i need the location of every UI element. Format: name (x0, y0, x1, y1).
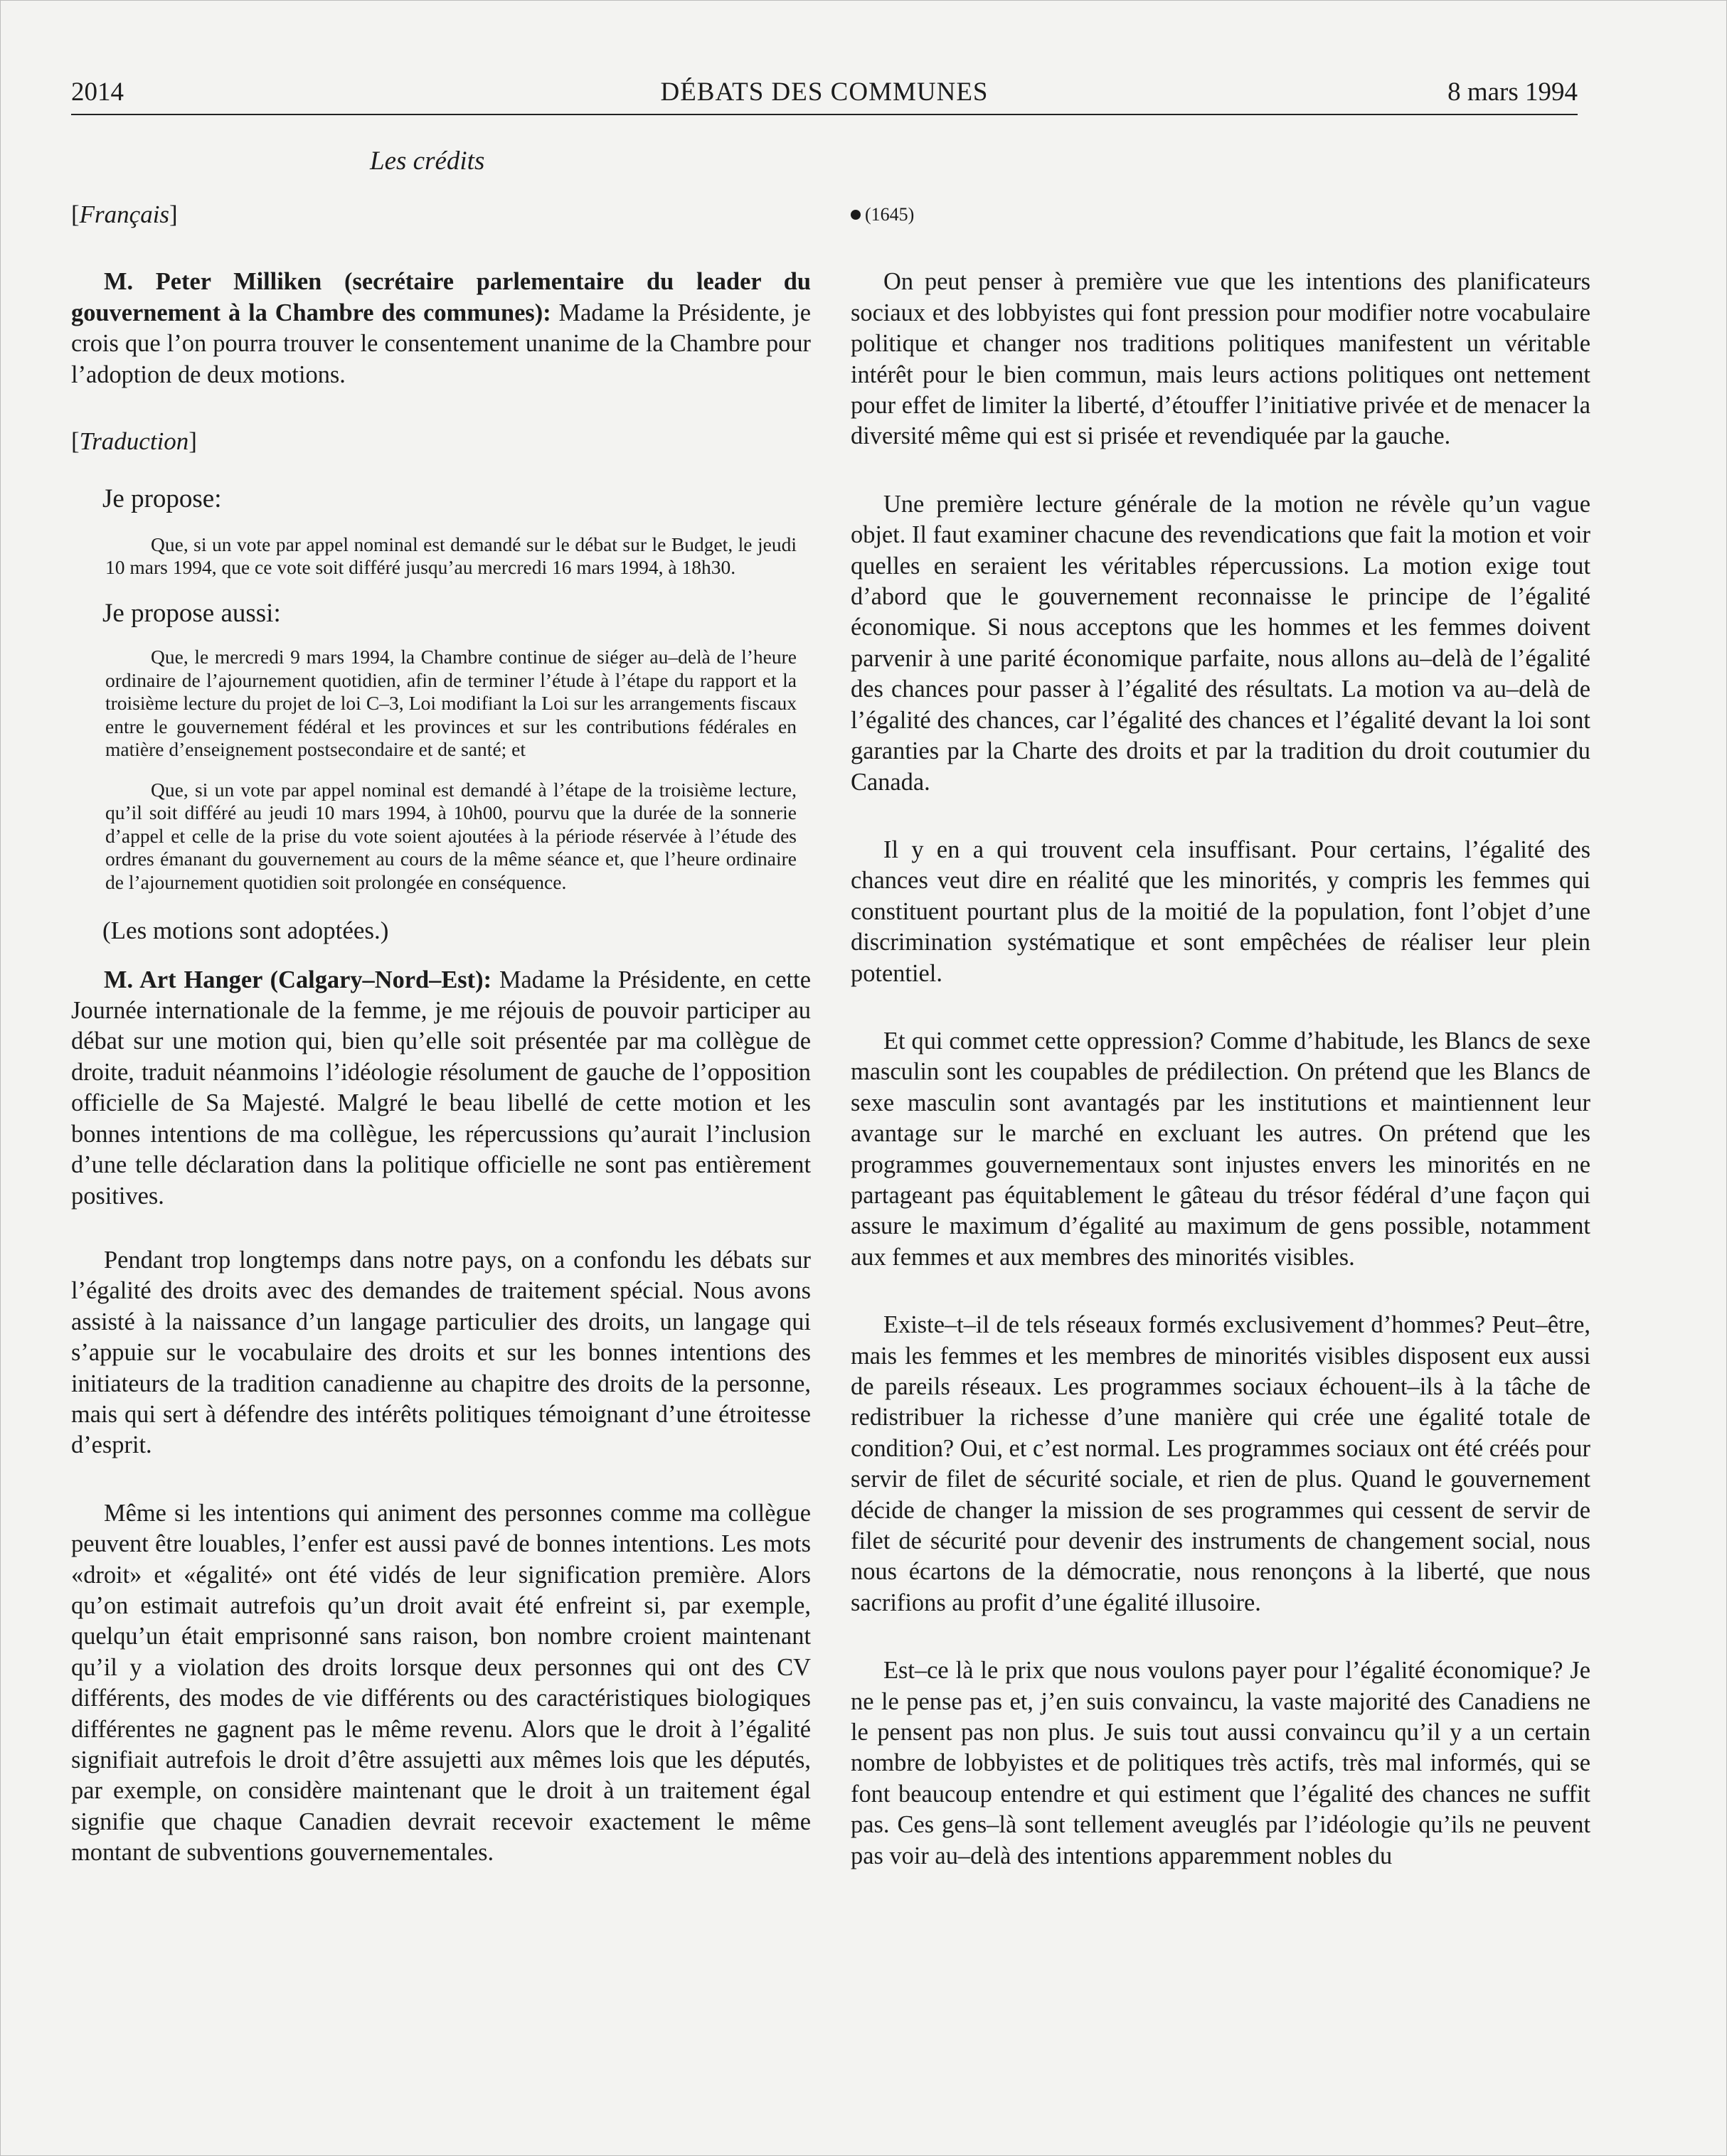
left-paragraph-1: Pendant trop longtemps dans notre pays, on a confondu les débats sur l’égalité des droits avec des demandes de traitement spécial. Nous avons assisté à la naissance d’un langage particulier des droits, un langage qui s’appuie sur le vocabulaire des droits et sur les bonnes intentions des initiateurs de la tradition canadienne au chapitre des droits de la personne, mais qui sert à défendre des intérêts politiques témoignant d’une étroitesse d’esprit. (71, 1246, 811, 1459)
right-paragraph-1: On peut penser à première vue que les intentions des planificateurs sociaux et des lobbyistes qui font pression pour modifier notre vocabulaire politique et changer nos traditions politiques manifestent un véritable intérêt pour le bien commun, mais leurs actions politiques ont nettement pour effet de limiter la liberté, d’étouffer l’initiative privée et de menacer la diversité même qui est si prisée et revendiquée par la gauche. (851, 268, 1590, 450)
publication-title: DÉBATS DES COMMUNES (660, 78, 989, 107)
motions-adopted: (Les motions sont adoptées.) (102, 917, 389, 945)
time-marker: (1645) (851, 199, 1590, 230)
page-header (71, 71, 1578, 115)
propose-2: Je propose aussi: (102, 598, 281, 628)
speaker-milliken: M. Peter Milliken (secrétaire parlementaire du leader du gouvernement à la Chambre des communes): (71, 268, 811, 326)
motion-2: Que, le mercredi 9 mars 1994, la Chambre continue de siéger au–delà de l’heure ordinaire de l’ajournement quotidien, afin de terminer l’étude à l’étape du rapport et la troisième lecture du projet de loi C–3, Loi modifiant la Loi sur les arrangements fiscaux entre le gouvernement fédéral et les provinces et sur les contributions fédérales en matière d’enseignement postsecondaire et de santé; et (105, 646, 797, 761)
right-paragraph-4: Et qui commet cette oppression? Comme d’habitude, les Blancs de sexe masculin sont les coupables de prédilection. On prétend que les Blancs de sexe masculin sont avantagés par les institutions et maintiennent leur avantage sur le marché en excluant les autres. On prétend que les programmes gouvernementaux sont injustes envers les minorités en ne partageant pas équitablement le gâteau du trésor fédéral d’une façon qui assure le maximum d’égalité au maximum de gens possible, notamment aux femmes et aux membres des minorités visibles. (851, 1027, 1590, 1271)
speaker-hanger: M. Art Hanger (Calgary–Nord–Est): (104, 966, 492, 993)
propose-1: Je propose: (102, 484, 222, 514)
right-paragraph-6: Est–ce là le prix que nous voulons payer pour l’égalité économique? Je ne le pense pas et, j’en suis convaincu, la vaste majorité des Canadiens ne le pensent pas non plus. Je suis tout aussi convaincu qu’il y a un certain nombre de lobbyistes et de politiques très actifs, très mal informés, qui se font beaucoup entendre et qui estiment que l’égalité des chances ne suffit pas. Ces gens–là sont tellement aveuglés par l’idéologie qu’ils ne peuvent pas voir au–delà des intentions apparemment nobles du (851, 1657, 1590, 1869)
page-number: 2014 (71, 78, 124, 107)
right-paragraph-3: Il y en a qui trouvent cela insuffisant. Pour certains, l’égalité des chances veut dire en réalité que les minorités, y compris les femmes qui constituent pourtant plus de la moitié de la population, font l’objet d’une discrimination systématique et sont empêchées de réaliser leur plein potentiel. (851, 836, 1590, 987)
right-paragraph-2: Une première lecture générale de la motion ne révèle qu’un vague objet. Il faut examiner chacune des revendications que fait la motion et voir quelles en seraient les véritables répercussions. La motion exige tout d’abord que le gouvernement reconnaisse le principe de l’égalité économique. Si nous acceptons que les hommes et les femmes doivent parvenir à une parité économique parfaite, nous allons au–delà de l’égalité des chances pour passer à l’égalité des résultats. La motion va au–delà de l’égalité des chances, car l’égalité des chances et l’égalité devant la loi sont garanties par la Charte des droits et par la tradition du droit coutumier du Canada. (851, 490, 1590, 796)
section-heading: Les crédits (370, 146, 485, 176)
hanger-speech: M. Art Hanger (Calgary–Nord–Est): Madame la Présidente, en cette Journée internationale de la femme, je me réjouis de pouvoir participer au débat sur une motion qui, bien qu’elle soit présentée par ma collègue de droite, traduit néanmoins l’idéologie résolument de gauche de l’opposition officielle de Sa Majesté. Malgré le beau libellé de cette motion et les bonnes intentions de ma collègue, les répercussions qu’aurait l’inclusion d’une telle déclaration dans la politique officielle ne sont pas entièrement positives. (71, 966, 811, 1210)
language-tag-french: [Français] (71, 201, 178, 228)
right-column (851, 199, 1590, 1872)
motion-3: Que, si un vote par appel nominal est demandé à l’étape de la troisième lecture, qu’il soit différé au jeudi 10 mars 1994, à 10h00, pourvu que la durée de la sonnerie d’appel et celle de la prise du vote soient ajoutées à la période réservée à l’étude des ordres émanant du gouvernement au cours de la même séance et, que l’heure ordinaire de l’ajournement quotidien soit prolongée en conséquence. (105, 778, 797, 893)
left-column (71, 199, 811, 1869)
issue-date: 8 mars 1994 (1447, 78, 1578, 107)
motion-1: Que, si un vote par appel nominal est demandé sur le débat sur le Budget, le jeudi 10 mars 1994, que ce vote soit différé jusqu’au mercredi 16 mars 1994, à 18h30. (105, 533, 797, 579)
milliken-speech: M. Peter Milliken (secrétaire parlementaire du leader du gouvernement à la Chambre des communes): Madame la Présidente, je crois que l’on pourra trouver le consentement unanime de la Chambre pour l’adoption de deux motions. (71, 268, 811, 388)
bullet-icon (851, 210, 861, 220)
language-tag-translation: [Traduction] (71, 427, 197, 456)
right-paragraph-5: Existe–t–il de tels réseaux formés exclusivement d’hommes? Peut–être, mais les femmes et les membres de minorités visibles disposent eux aussi de pareils réseaux. Les programmes sociaux échouent–ils à la tâche de redistribuer la richesse d’une manière qui crée une égalité totale de condition? Oui, et c’est normal. Les programmes sociaux ont été créés pour servir de filet de sécurité sociale, et rien de plus. Quand le gouvernement décide de changer la mission de ses programmes qui cessent de servir de filet de sécurité pour devenir des instruments de changement social, nous nous écartons de la démocratie, nous renonçons à la liberté, que nous sacrifions au profit d’une égalité illusoire. (851, 1311, 1590, 1616)
left-paragraph-2: Même si les intentions qui animent des personnes comme ma collègue peuvent être louables, l’enfer est aussi pavé de bonnes intentions. Les mots «droit» et «égalité» ont été vidés de leur signification première. Alors qu’on estimait autrefois qu’un droit avait été enfreint si, par exemple, quelqu’un était emprisonné sans raison, bon nombre croient maintenant qu’il y a violation des droits lorsque deux personnes qui ont des CV différents, des modes de vie différents ou des caractéristiques biologiques différentes ne gagnent pas le même revenu. Alors que le droit à l’égalité signifiait autrefois le droit d’être assujetti aux mêmes lois que les députés, par exemple, on considère maintenant que le droit à un traitement égal signifie que chaque Canadien devrait recevoir exactement le même montant de subventions gouvernementales. (71, 1499, 811, 1867)
